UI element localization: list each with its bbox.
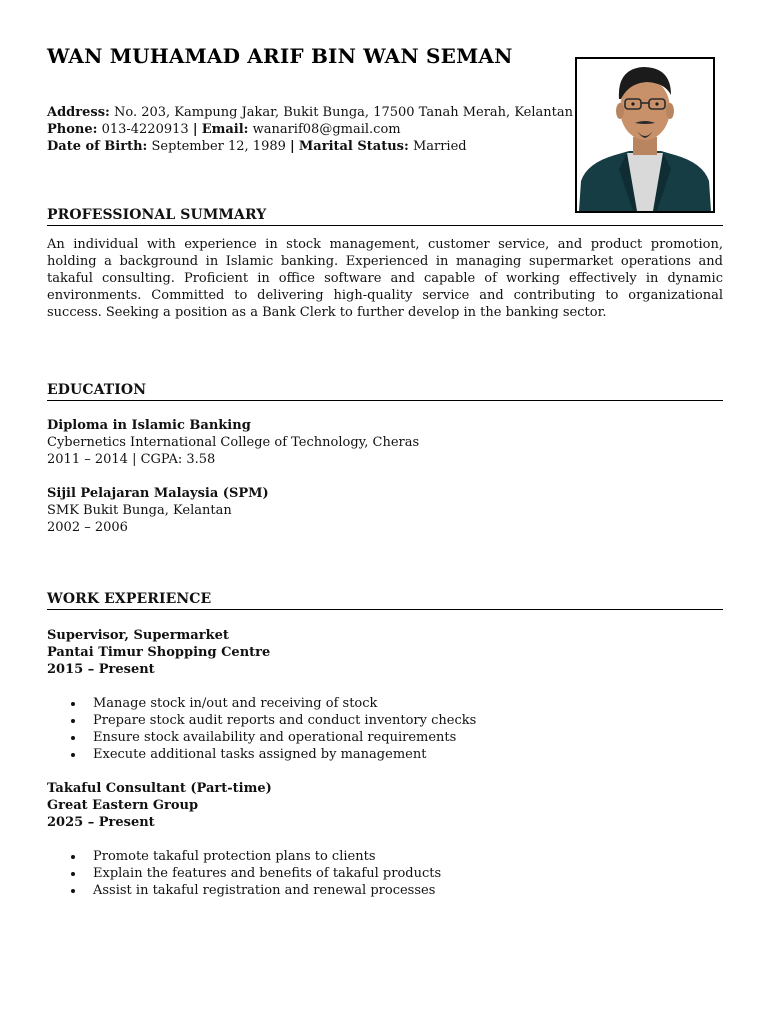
job-entry — [47, 627, 723, 763]
profile-photo — [575, 57, 715, 213]
qualification: Diploma in Islamic Banking — [47, 418, 251, 433]
section-title: WORK EXPERIENCE — [47, 591, 723, 610]
list-item: Manage stock in/out and receiving of stock — [47, 695, 723, 712]
list-item: Promote takaful protection plans to clients — [47, 848, 723, 865]
dob-label: Date of Birth: — [47, 139, 148, 154]
separator: | — [192, 122, 198, 137]
education-entry — [47, 417, 723, 468]
email-label: Email: — [201, 122, 249, 137]
job-company: Great Eastern Group — [47, 798, 199, 813]
job-position: Supervisor, Supermarket — [47, 628, 229, 643]
list-item: Execute additional tasks assigned by management — [47, 746, 723, 763]
list-item: Ensure stock availability and operational requirements — [47, 729, 723, 746]
institution: SMK Bukit Bunga, Kelantan — [47, 503, 232, 518]
list-item: Prepare stock audit reports and conduct inventory checks — [47, 712, 723, 729]
dob-marital-row — [47, 138, 573, 155]
section-title: PROFESSIONAL SUMMARY — [47, 207, 723, 226]
phone-label: Phone: — [47, 122, 98, 137]
job-entry — [47, 780, 723, 899]
job-duties — [47, 848, 723, 899]
separator: | — [290, 139, 295, 154]
phone-value: 013-4220913 — [101, 122, 189, 137]
marital-value: Married — [412, 139, 467, 154]
list-item: Explain the features and benefits of takaful products — [47, 865, 723, 882]
contact-info — [47, 104, 573, 155]
job-duties — [47, 695, 723, 763]
job-period: 2025 – Present — [47, 815, 155, 830]
job-company: Pantai Timur Shopping Centre — [47, 645, 271, 660]
list-item: Assist in takaful registration and renewal processes — [47, 882, 723, 899]
work-experience-section — [47, 591, 723, 899]
candidate-name: WAN MUHAMAD ARIF BIN WAN SEMAN — [47, 44, 513, 68]
institution: Cybernetics International College of Technology, Cheras — [47, 435, 420, 450]
education-entry — [47, 485, 723, 536]
education-section — [47, 382, 723, 536]
email-value: wanarif08@gmail.com — [252, 122, 401, 137]
summary-text: An individual with experience in stock management, customer service, and product promotion, holding a background in Islamic banking. Experienced in managing supermarket operations and takaful consulting. Proficient in office software and capable of working effectively in dynamic environments. Committed to delivering high-quality service and contributing to organizational success. Seeking a position as a Bank Clerk to further develop in the banking sector. — [47, 237, 723, 320]
profile-photo-icon — [577, 59, 713, 211]
section-title: EDUCATION — [47, 382, 723, 401]
phone-email-row — [47, 121, 573, 138]
qualification: Sijil Pelajaran Malaysia (SPM) — [47, 486, 269, 501]
address-label: Address: — [47, 105, 110, 120]
job-period: 2015 – Present — [47, 662, 155, 677]
education-details: 2011 – 2014 | CGPA: 3.58 — [47, 452, 216, 467]
professional-summary-section — [47, 207, 723, 321]
address-value: No. 203, Kampung Jakar, Bukit Bunga, 17500 Tanah Merah, Kelantan — [113, 105, 574, 120]
dob-value: September 12, 1989 — [151, 139, 286, 154]
marital-label: Marital Status: — [298, 139, 409, 154]
education-details: 2002 – 2006 — [47, 520, 128, 535]
address-row — [47, 104, 573, 121]
job-position: Takaful Consultant (Part-time) — [47, 781, 272, 796]
